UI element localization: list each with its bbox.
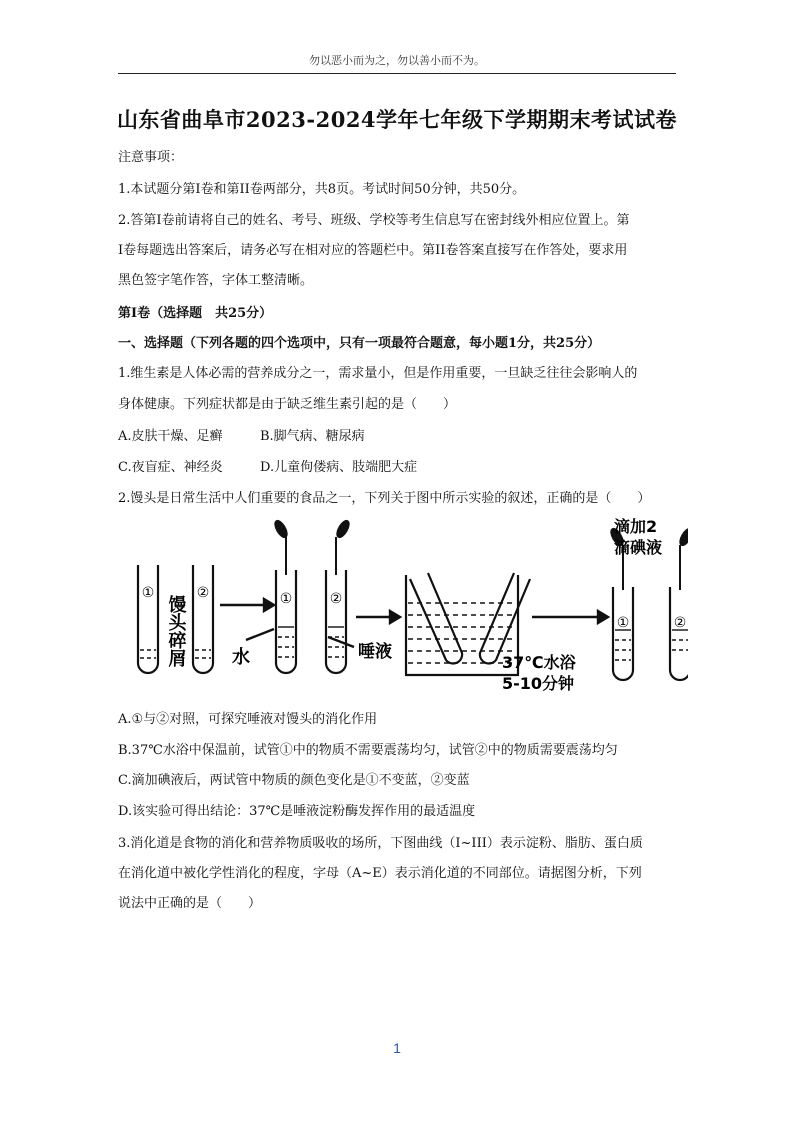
q1-option-a: A.皮肤干燥、足癣 xyxy=(118,429,223,444)
note-2-line-3: 黑色签字笔作答，字体工整清晰。 xyxy=(118,273,314,288)
iodine-label-line-1: 滴加2 xyxy=(614,517,658,536)
q1-option-b: B.脚气病、糖尿病 xyxy=(260,429,365,444)
page-number: 1 xyxy=(393,1040,401,1056)
note-2-line-1: 2.答第I卷前请将自己的姓名、考号、班级、学校等考生信息写在密封线外相应位置上。第 xyxy=(118,213,630,228)
exam-title: 山东省曲阜市2023-2024学年七年级下学期期末考试试卷 xyxy=(116,107,678,132)
part-one-heading: 第I卷（选择题 共25分） xyxy=(118,306,273,321)
water-label: 水 xyxy=(232,647,250,668)
page-header-motto: 勿以恶小而为之，勿以善小而不为。 xyxy=(309,54,485,67)
q2-option-b: B.37℃水浴中保温前，试管①中的物质不需要震荡均匀，试管②中的物质需要震荡均匀 xyxy=(118,743,618,758)
q2-option-a: A.①与②对照，可探究唾液对馒头的消化作用 xyxy=(118,712,378,727)
experiment-diagram xyxy=(128,515,688,695)
q2-option-d: D.该实验可得出结论：37℃是唾液淀粉酶发挥作用的最适温度 xyxy=(118,804,476,819)
q2-stem: 2.馒头是日常生活中人们重要的食品之一，下列关于图中所示实验的叙述，正确的是（ ） xyxy=(118,491,651,506)
tube-1-label: ① xyxy=(141,585,155,601)
q1-option-c: C.夜盲症、神经炎 xyxy=(118,460,223,475)
crumbs-label: 馒头碎屑 xyxy=(165,595,187,667)
q1-stem-line-2: 身体健康。下列症状都是由于缺乏维生素引起的是（ ） xyxy=(118,397,457,412)
tube-1-label-step2: ① xyxy=(279,591,293,607)
q1-options-row-2 xyxy=(118,456,678,475)
q3-stem-line-3: 说法中正确的是（ ） xyxy=(118,896,262,911)
q3-stem-line-1: 3.消化道是食物的消化和营养物质吸收的场所，下图曲线（I~III）表示淀粉、脂肪、蛋白质 xyxy=(118,836,643,851)
header-divider xyxy=(118,73,676,74)
q1-stem-line-1: 1.维生素是人体必需的营养成分之一，需求量小，但是作用重要，一旦缺乏往往会影响人的 xyxy=(118,366,638,381)
q2-option-c: C.滴加碘液后，两试管中物质的颜色变化是①不变蓝，②变蓝 xyxy=(118,773,470,788)
tube-1-label-final: ① xyxy=(616,615,630,631)
q1-options-row-1 xyxy=(118,425,678,444)
notes-heading: 注意事项： xyxy=(118,150,184,165)
water-bath-duration-label: 5-10分钟 xyxy=(502,674,575,693)
water-bath-label: 37℃水浴 xyxy=(502,653,576,672)
tube-2-label: ② xyxy=(196,585,210,601)
q3-stem-line-2: 在消化道中被化学性消化的程度，字母（A~E）表示消化道的不同部位。请据图分析，下列 xyxy=(118,866,642,881)
q1-option-d: D.儿童佝偻病、肢端肥大症 xyxy=(260,460,418,475)
note-2-line-2: I卷每题选出答案后，请务必写在相对应的答题栏中。第II卷答案直接写在作答处，要求用 xyxy=(118,243,628,258)
note-1: 1.本试题分第I卷和第II卷两部分，共8页。考试时间50分钟，共50分。 xyxy=(118,182,526,197)
tube-2-label-final: ② xyxy=(673,615,687,631)
iodine-label-line-2: 滴碘液 xyxy=(614,538,663,557)
tube-2-label-step2: ② xyxy=(329,591,343,607)
section-instruction: 一、选择题（下列各题的四个选项中，只有一项最符合题意，每小题1分，共25分） xyxy=(118,336,601,351)
saliva-label: 唾液 xyxy=(358,642,392,662)
